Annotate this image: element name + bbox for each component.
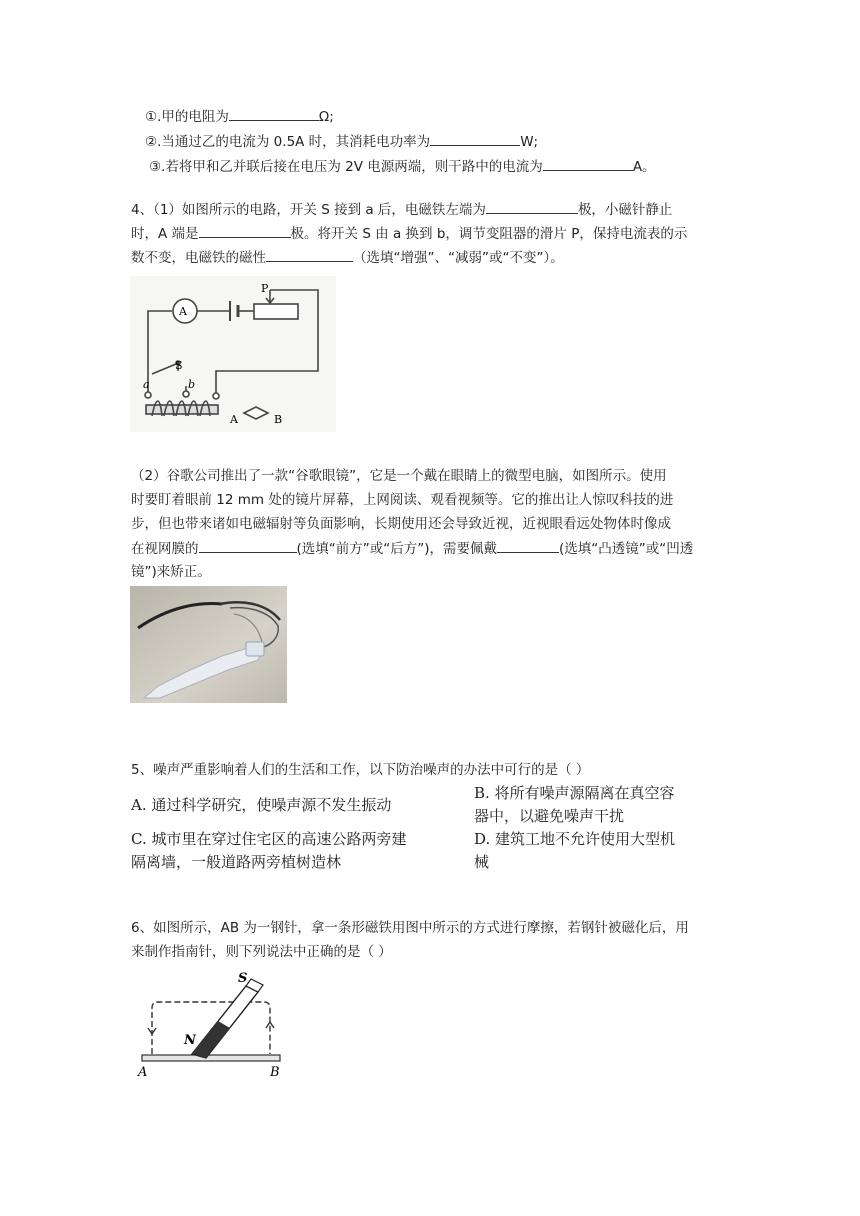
q4-text: 4、（1）如图所示的电路，开关 S 接到 a 后，电磁铁左端为 bbox=[131, 202, 486, 218]
q5-option-b-line-1[interactable]: B. 将所有噪声源隔离在真空容 bbox=[474, 784, 675, 802]
ammeter-label: A bbox=[179, 305, 187, 318]
answer-blank[interactable] bbox=[543, 156, 633, 171]
q3-line-1-text: ①.甲的电阻为 bbox=[145, 109, 229, 125]
needle-end-a-label: A bbox=[138, 1065, 148, 1080]
q4-line-2 bbox=[131, 223, 687, 244]
q4-line-5: 时要盯着眼前 12 mm 处的镜片屏幕，上网阅读、观看视频等。它的推出让人惊叹科技的进 bbox=[131, 492, 674, 508]
terminal-b-label: b bbox=[188, 378, 196, 391]
needle-b-label: B bbox=[274, 413, 283, 426]
q4-line-8: 镜”)来矫正。 bbox=[131, 564, 211, 580]
q3-line-1-unit: Ω; bbox=[318, 109, 334, 125]
q5-option-b-line-2[interactable]: 器中，以避免噪声干扰 bbox=[474, 807, 625, 825]
terminal-a-label: a bbox=[143, 378, 150, 391]
answer-blank[interactable] bbox=[486, 199, 578, 214]
google-glass-photo bbox=[130, 586, 287, 703]
magnetizing-needle-figure bbox=[134, 968, 290, 1080]
q5-option-c-line-2[interactable]: 隔离墙，一般道路两旁植树造林 bbox=[131, 853, 342, 871]
switch-label: S bbox=[175, 359, 183, 372]
needle-end-b-label: B bbox=[270, 1065, 280, 1080]
q4-line-7 bbox=[131, 538, 693, 559]
q4-text: 极，小磁针静止 bbox=[577, 202, 673, 218]
rheostat-icon bbox=[254, 304, 298, 319]
q6-stem-line-1: 6、如图所示，AB 为一钢针，拿一条形磁铁用图中所示的方式进行摩擦，若钢针被磁化后，用 bbox=[131, 920, 689, 936]
q3-line-2-unit: W; bbox=[520, 134, 539, 150]
answer-blank[interactable] bbox=[199, 538, 297, 553]
q3-line-2 bbox=[145, 131, 538, 152]
q4-text: 数不变，电磁铁的磁性 bbox=[131, 250, 266, 266]
q3-line-3 bbox=[149, 156, 656, 177]
q5-option-d-line-2[interactable]: 械 bbox=[474, 853, 490, 871]
answer-blank[interactable] bbox=[497, 538, 559, 553]
slider-label: P bbox=[261, 282, 269, 295]
electromagnet-circuit-figure bbox=[130, 276, 336, 432]
q4-text: 极。将开关 S 由 a 换到 b，调节变阻器的滑片 P，保持电流表的示 bbox=[290, 226, 688, 242]
q4-line-1 bbox=[131, 199, 672, 220]
needle-a-label: A bbox=[230, 413, 238, 426]
q4-line-3 bbox=[131, 247, 564, 268]
q3-line-3-unit: A。 bbox=[632, 159, 656, 175]
answer-blank[interactable] bbox=[229, 106, 319, 121]
answer-blank[interactable] bbox=[199, 223, 291, 238]
answer-blank[interactable] bbox=[430, 131, 520, 146]
q4-text: 时，A 端是 bbox=[131, 226, 199, 242]
q4-text: （选填“增强”、“减弱”或“不变”）。 bbox=[353, 250, 564, 266]
pole-n-label: N bbox=[184, 1033, 196, 1048]
q3-line-1 bbox=[145, 106, 334, 127]
q4-line-6: 步，但也带来诸如电磁辐射等负面影响，长期使用还会导致近视，近视眼看远处物体时像成 bbox=[131, 516, 671, 532]
q5-option-d-line-1[interactable]: D. 建筑工地不允许使用大型机 bbox=[474, 830, 676, 848]
q3-line-2-text: ②.当通过乙的电流为 0.5A 时，其消耗电功率为 bbox=[145, 134, 431, 150]
answer-blank[interactable] bbox=[266, 247, 353, 262]
q4-text: 在视网膜的 bbox=[131, 541, 199, 557]
q6-stem-line-2: 来制作指南针，则下列说法中正确的是（ ） bbox=[131, 944, 392, 960]
steel-needle bbox=[142, 1055, 280, 1061]
q5-option-a[interactable]: A. 通过科学研究，使噪声源不发生振动 bbox=[131, 796, 392, 814]
q5-option-c-line-1[interactable]: C. 城市里在穿过住宅区的高速公路两旁建 bbox=[131, 830, 407, 848]
q4-line-4: （2）谷歌公司推出了一款“谷歌眼镜”，它是一个戴在眼睛上的微型电脑，如图所示。使用 bbox=[131, 468, 667, 484]
q3-line-3-text: ③.若将甲和乙并联后接在电压为 2V 电源两端，则干路中的电流为 bbox=[149, 159, 543, 175]
q4-text: (选填“前方”或“后方”)，需要佩戴 bbox=[296, 541, 498, 557]
pole-s-label: S bbox=[238, 971, 248, 986]
q5-stem: 5、噪声严重影响着人们的生活和工作，以下防治噪声的办法中可行的是（ ） bbox=[131, 762, 590, 778]
q4-text: (选填“凸透镜”或“凹透 bbox=[559, 541, 694, 557]
